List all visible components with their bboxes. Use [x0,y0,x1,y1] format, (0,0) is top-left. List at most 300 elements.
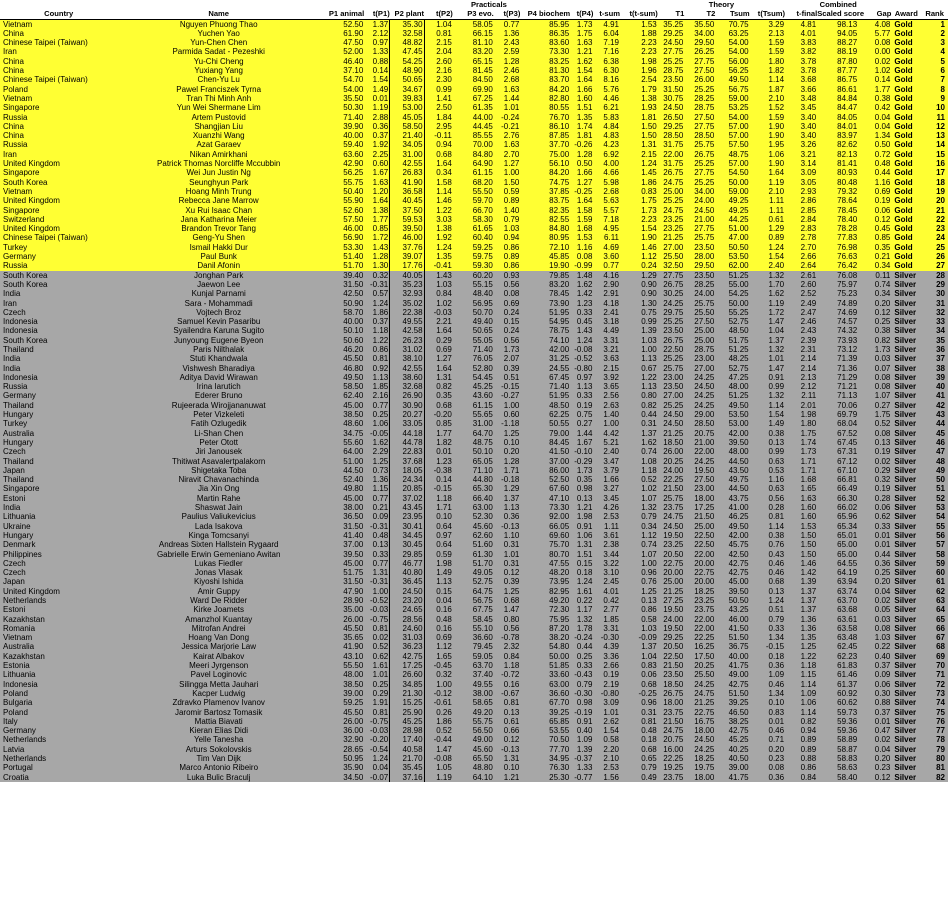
cell-tsum: 4.83 [593,131,620,140]
cell-t-theory-sum: 0.20 [750,745,785,754]
cell-p3: 61.65 [453,224,494,233]
cell-p2: 15.25 [390,698,424,707]
cell-tsum: 6.21 [593,103,620,112]
cell-t1: 24.25 [658,299,685,308]
cell-name: Danil Afonin [117,261,320,270]
cell-tp4: -0.25 [570,187,593,196]
cell-scaled-score: 61.37 [817,680,858,689]
cell-t2: 18.00 [684,726,715,735]
cell-tp2: 0.29 [424,336,453,345]
cell-p1: 26.00 [320,717,364,726]
cell-p4: 75.70 [520,540,570,549]
cell-p4: 37.85 [520,187,570,196]
table-row [0,29,948,38]
cell-tsum: 3.61 [593,531,620,540]
col-header-p2: P2 plant [390,9,424,19]
cell-tp1: 0.57 [364,289,389,298]
cell-tp3: 1.28 [494,57,521,66]
cell-theory-sum: 51.25 [715,391,749,400]
cell-t-theory-sum: 0.71 [750,735,785,744]
cell-rank: 22 [921,215,948,224]
cell-t2: 22.00 [684,615,715,624]
cell-tp1: 0.37 [364,131,389,140]
cell-rank: 26 [921,252,948,261]
cell-t1: 26.00 [658,447,685,456]
cell-t-final: 4.01 [785,29,817,38]
cell-p3: 64.70 [453,429,494,438]
cell-p3: 52.30 [453,512,494,521]
cell-tp3: 1.27 [494,159,521,168]
cell-tp3: 1.73 [494,345,521,354]
cell-t2: 25.25 [684,159,715,168]
cell-rank: 34 [921,326,948,335]
cell-name: Marco Antonio Ribeiro [117,763,320,772]
cell-gap: 0.35 [858,243,891,252]
cell-t-final: 1.50 [785,540,817,549]
cell-award: Gold [891,103,921,112]
cell-rank: 2 [921,29,948,38]
cell-t1: 24.00 [658,615,685,624]
cell-t-theory-sum: 0.56 [750,494,785,503]
cell-t2: 20.00 [684,577,715,586]
cell-name: Silingga Metta Jauhari [117,680,320,689]
table-row [0,475,948,484]
cell-p4: 49.20 [520,596,570,605]
cell-country: Russia [0,382,117,391]
cell-rank: 52 [921,494,948,503]
cell-p2: 17.76 [390,261,424,270]
cell-t-final: 3.48 [785,94,817,103]
cell-country: Germany [0,391,117,400]
cell-ttsum: 0.76 [620,577,658,586]
table-row [0,159,948,168]
cell-t1: 26.75 [658,168,685,177]
cell-theory-sum: 54.00 [715,47,749,56]
cell-award: Silver [891,708,921,717]
cell-tp1: 1.63 [364,178,389,187]
cell-tp3: -0.21 [494,122,521,131]
cell-p3: 45.25 [453,382,494,391]
cell-award: Silver [891,391,921,400]
cell-t-final: 1.46 [785,559,817,568]
cell-scaled-score: 71.13 [817,391,858,400]
cell-award: Silver [891,652,921,661]
cell-scaled-score: 67.45 [817,438,858,447]
cell-rank: 67 [921,633,948,642]
cell-p4: 72.30 [520,605,570,614]
table-row [0,401,948,410]
cell-rank: 28 [921,271,948,280]
cell-tp3: 1.63 [494,85,521,94]
cell-tsum: 2.40 [593,447,620,456]
cell-tp2: 2.04 [424,47,453,56]
cell-t1: 23.50 [658,382,685,391]
cell-p3: 55.65 [453,410,494,419]
cell-tp1: 1.91 [364,698,389,707]
cell-theory-sum: 42.75 [715,726,749,735]
cell-gap: 0.08 [858,382,891,391]
cell-p1: 50.30 [320,103,364,112]
cell-p2: 39.07 [390,252,424,261]
cell-theory-sum: 53.00 [715,419,749,428]
cell-gap: 0.08 [858,373,891,382]
cell-t1: 27.00 [658,243,685,252]
cell-tsum: 2.56 [593,391,620,400]
cell-t2: 28.75 [684,345,715,354]
cell-t-final: 1.60 [785,512,817,521]
cell-tp4: 1.31 [570,540,593,549]
cell-t-theory-sum: 0.33 [750,624,785,633]
cell-t-final: 0.86 [785,763,817,772]
cell-tp1: -0.54 [364,745,389,754]
cell-ttsum: 1.90 [620,233,658,242]
cell-t1: 29.25 [658,29,685,38]
cell-rank: 25 [921,243,948,252]
cell-scaled-score: 67.12 [817,457,858,466]
cell-theory-sum: 56.00 [715,57,749,66]
cell-tp2: 1.14 [424,187,453,196]
cell-p2: 22.38 [390,308,424,317]
cell-name: Kairat Albakov [117,652,320,661]
cell-t-theory-sum: 1.29 [750,224,785,233]
cell-rank: 12 [921,122,948,131]
cell-award: Silver [891,345,921,354]
cell-ttsum: 1.24 [620,159,658,168]
cell-tp1: 2.29 [364,447,389,456]
cell-tp1: 0.77 [364,494,389,503]
cell-ttsum: 1.50 [620,131,658,140]
cell-rank: 27 [921,261,948,270]
cell-t-final: 3.45 [785,103,817,112]
cell-scaled-score: 66.49 [817,484,858,493]
cell-p3: 48.80 [453,763,494,772]
cell-tp4: 1.35 [570,113,593,122]
cell-tp1: 1.01 [364,670,389,679]
cell-tsum: -0.80 [593,689,620,698]
cell-tp3: 0.12 [494,568,521,577]
cell-tp1: 0.62 [364,652,389,661]
cell-ttsum: 1.00 [620,559,658,568]
cell-tsum: 4.42 [593,429,620,438]
cell-p4: 47.55 [520,559,570,568]
cell-t2: 24.25 [684,373,715,382]
cell-country: United Kingdom [0,196,117,205]
cell-t-final: 0.88 [785,754,817,763]
cell-p1: 31.50 [320,280,364,289]
cell-t1: 23.25 [658,215,685,224]
cell-name: Sara - Mohammadi [117,299,320,308]
cell-t-final: 1.42 [785,568,817,577]
cell-rank: 45 [921,429,948,438]
cell-tp4: 0.79 [570,680,593,689]
cell-p1: 71.40 [320,113,364,122]
cell-tsum: 3.10 [593,568,620,577]
cell-p2: 29.85 [390,550,424,559]
cell-t-final: 1.53 [785,522,817,531]
cell-tp2: 1.05 [424,763,453,772]
cell-t-theory-sum: 0.68 [750,577,785,586]
cell-p1: 53.30 [320,243,364,252]
cell-rank: 29 [921,280,948,289]
cell-rank: 62 [921,587,948,596]
cell-tp3: 1.63 [494,140,521,149]
cell-p4: 47.10 [520,494,570,503]
cell-gap: 0.01 [858,531,891,540]
cell-p4: 83.70 [520,75,570,84]
cell-p3: 49.05 [453,568,494,577]
cell-rank: 19 [921,187,948,196]
cell-gap: 0.11 [858,271,891,280]
cell-t-theory-sum: 0.46 [750,559,785,568]
cell-p4: 50.55 [520,419,570,428]
cell-ttsum: 0.48 [620,726,658,735]
cell-p2: 43.45 [390,503,424,512]
cell-gap: 1.07 [858,391,891,400]
cell-p2: 34.45 [390,531,424,540]
cell-tp2: 1.64 [424,159,453,168]
cell-t1: 23.75 [658,503,685,512]
cell-tp2: 1.03 [424,280,453,289]
cell-rank: 20 [921,196,948,205]
cell-ttsum: 1.38 [620,94,658,103]
table-row [0,326,948,335]
cell-rank: 57 [921,540,948,549]
cell-t2: 19.50 [684,466,715,475]
cell-p4: 84.80 [520,224,570,233]
cell-tp1: 1.31 [364,568,389,577]
cell-t1: 23.75 [658,773,685,782]
cell-tp4: 1.23 [570,299,593,308]
cell-tp1: 0.02 [364,633,389,642]
cell-award: Gold [891,261,921,270]
cell-t2: 24.50 [684,382,715,391]
cell-rank: 69 [921,652,948,661]
cell-ttsum: 1.29 [620,271,658,280]
cell-t2: 25.75 [684,299,715,308]
cell-award: Silver [891,503,921,512]
cell-p3: 67.75 [453,605,494,614]
cell-scaled-score: 76.63 [817,252,858,261]
cell-tsum: 3.60 [593,252,620,261]
cell-tp2: 1.64 [424,364,453,373]
cell-country: Kazakhstan [0,652,117,661]
cell-country: Poland [0,85,117,94]
cell-tp2: 1.49 [424,568,453,577]
cell-t-theory-sum: 1.49 [750,419,785,428]
col-header-tp4: t(P4) [570,9,593,19]
table-row [0,577,948,586]
cell-country: Indonesia [0,317,117,326]
cell-country: Russia [0,261,117,270]
cell-p1: 35.50 [320,94,364,103]
cell-t2: 16.75 [684,717,715,726]
cell-country: Hungary [0,531,117,540]
cell-tsum: 0.19 [593,670,620,679]
cell-name: Aditya David Wirawan [117,373,320,382]
cell-country: Singapore [0,103,117,112]
cell-t-theory-sum: 0.38 [750,531,785,540]
cell-name: Xuanzhi Wang [117,131,320,140]
cell-p3: 61.35 [453,103,494,112]
cell-name: Niravit Chavanachinda [117,475,320,484]
cell-theory-sum: 57.00 [715,159,749,168]
cell-p2: 24.50 [390,587,424,596]
cell-ttsum: 0.52 [620,475,658,484]
cell-tp1: 0.29 [364,689,389,698]
cell-tp4: 1.39 [570,745,593,754]
cell-t1: 22.50 [658,652,685,661]
cell-p3: 56.75 [453,596,494,605]
cell-name: Luka Bulic Braculj [117,773,320,782]
cell-tp3: 0.89 [494,252,521,261]
cell-p4: 83.20 [520,280,570,289]
table-row [0,113,948,122]
cell-t-theory-sum: 0.89 [750,233,785,242]
cell-theory-sum: 46.50 [715,708,749,717]
cell-p1: 38.50 [320,410,364,419]
cell-tp3: 0.31 [494,559,521,568]
cell-p1: 51.75 [320,568,364,577]
cell-p4: 25.30 [520,773,570,782]
cell-scaled-score: 63.70 [817,596,858,605]
cell-t-final: 3.14 [785,159,817,168]
cell-rank: 58 [921,550,948,559]
cell-t-final: 2.14 [785,364,817,373]
cell-award: Silver [891,633,921,642]
cell-tp4: 1.66 [570,85,593,94]
cell-p4: 78.45 [520,289,570,298]
cell-t2: 29.50 [684,261,715,270]
cell-tsum: 3.27 [593,484,620,493]
cell-t1: 23.75 [658,708,685,717]
cell-tp4: 1.48 [570,271,593,280]
cell-p4: 78.75 [520,326,570,335]
cell-gap: 0.19 [858,447,891,456]
cell-p3: 81.45 [453,66,494,75]
cell-t-final: 1.71 [785,466,817,475]
cell-p2: 26.83 [390,168,424,177]
cell-scaled-score: 59.73 [817,708,858,717]
cell-tp3: 0.39 [494,577,521,586]
cell-rank: 61 [921,577,948,586]
cell-ttsum: 2.23 [620,215,658,224]
cell-t1: 26.50 [658,113,685,122]
cell-t-theory-sum: 0.61 [750,215,785,224]
cell-t2: 22.00 [684,447,715,456]
cell-t2: 25.00 [684,336,715,345]
cell-t1: 20.50 [658,642,685,651]
cell-ttsum: 0.82 [620,401,658,410]
cell-t1: 19.50 [658,605,685,614]
cell-ttsum: 1.03 [620,624,658,633]
cell-p3: 59.25 [453,243,494,252]
cell-t-final: 1.36 [785,615,817,624]
cell-tp1: -0.03 [364,605,389,614]
cell-rank: 21 [921,206,948,215]
cell-theory-sum: 51.50 [715,633,749,642]
cell-p1: 35.00 [320,605,364,614]
cell-scaled-score: 78.28 [817,224,858,233]
cell-scaled-score: 82.13 [817,150,858,159]
cell-tp1: 1.72 [364,233,389,242]
cell-tsum: 1.11 [593,522,620,531]
cell-p4: 42.00 [520,345,570,354]
cell-award: Silver [891,577,921,586]
cell-rank: 38 [921,364,948,373]
col-header-ttsum: t(t-sum) [620,9,658,19]
cell-rank: 39 [921,373,948,382]
cell-t-final: 2.61 [785,271,817,280]
cell-p4: 75.00 [520,150,570,159]
cell-t2: 23.75 [684,605,715,614]
cell-award: Silver [891,429,921,438]
table-row [0,382,948,391]
cell-tp4: 1.21 [570,47,593,56]
cell-t-theory-sum: 1.59 [750,47,785,56]
cell-scaled-score: 82.62 [817,140,858,149]
cell-tsum: 2.66 [593,661,620,670]
cell-p3: 61.15 [453,168,494,177]
cell-country: China [0,131,117,140]
cell-p1: 46.40 [320,57,364,66]
cell-rank: 11 [921,113,948,122]
cell-ttsum: 0.67 [620,364,658,373]
cell-award: Silver [891,419,921,428]
cell-t-final: 2.47 [785,308,817,317]
cell-p3: 71.10 [453,466,494,475]
cell-t2: 21.00 [684,215,715,224]
cell-p1: 56.25 [320,168,364,177]
cell-p2: 24.60 [390,624,424,633]
cell-tp3: 0.51 [494,373,521,382]
cell-p2: 37.02 [390,494,424,503]
cell-p2: 35.02 [390,299,424,308]
cell-theory-sum: 43.75 [715,494,749,503]
cell-p3: 71.40 [453,345,494,354]
cell-award: Gold [891,206,921,215]
cell-p2: 28.56 [390,615,424,624]
cell-tp4: 1.63 [570,38,593,47]
cell-t2: 24.50 [684,735,715,744]
cell-tsum: 4.95 [593,224,620,233]
cell-scaled-score: 78.40 [817,215,858,224]
cell-tp1: 2.25 [364,150,389,159]
cell-name: Irina Iarutich [117,382,320,391]
cell-t-final: 0.94 [785,726,817,735]
cell-ttsum: 1.37 [620,642,658,651]
cell-tp3: 1.00 [494,401,521,410]
cell-award: Gold [891,94,921,103]
cell-tp2: 1.18 [424,494,453,503]
cell-scaled-score: 80.48 [817,178,858,187]
cell-t1: 26.75 [658,280,685,289]
cell-gap: 0.25 [858,317,891,326]
cell-t-theory-sum: 2.40 [750,261,785,270]
cell-theory-sum: 39.50 [715,438,749,447]
table-body [0,19,948,782]
cell-t2: 24.75 [684,689,715,698]
cell-tp1: 0.92 [364,364,389,373]
cell-scaled-score: 66.30 [817,494,858,503]
cell-tp2: 2.15 [424,38,453,47]
cell-tp1: 0.21 [364,503,389,512]
cell-theory-sum: 40.00 [715,652,749,661]
cell-p3: 54.45 [453,373,494,382]
cell-p2: 25.90 [390,708,424,717]
cell-p1: 36.50 [320,512,364,521]
cell-tp3: -0.78 [494,633,521,642]
cell-p4: 19.90 [520,261,570,270]
